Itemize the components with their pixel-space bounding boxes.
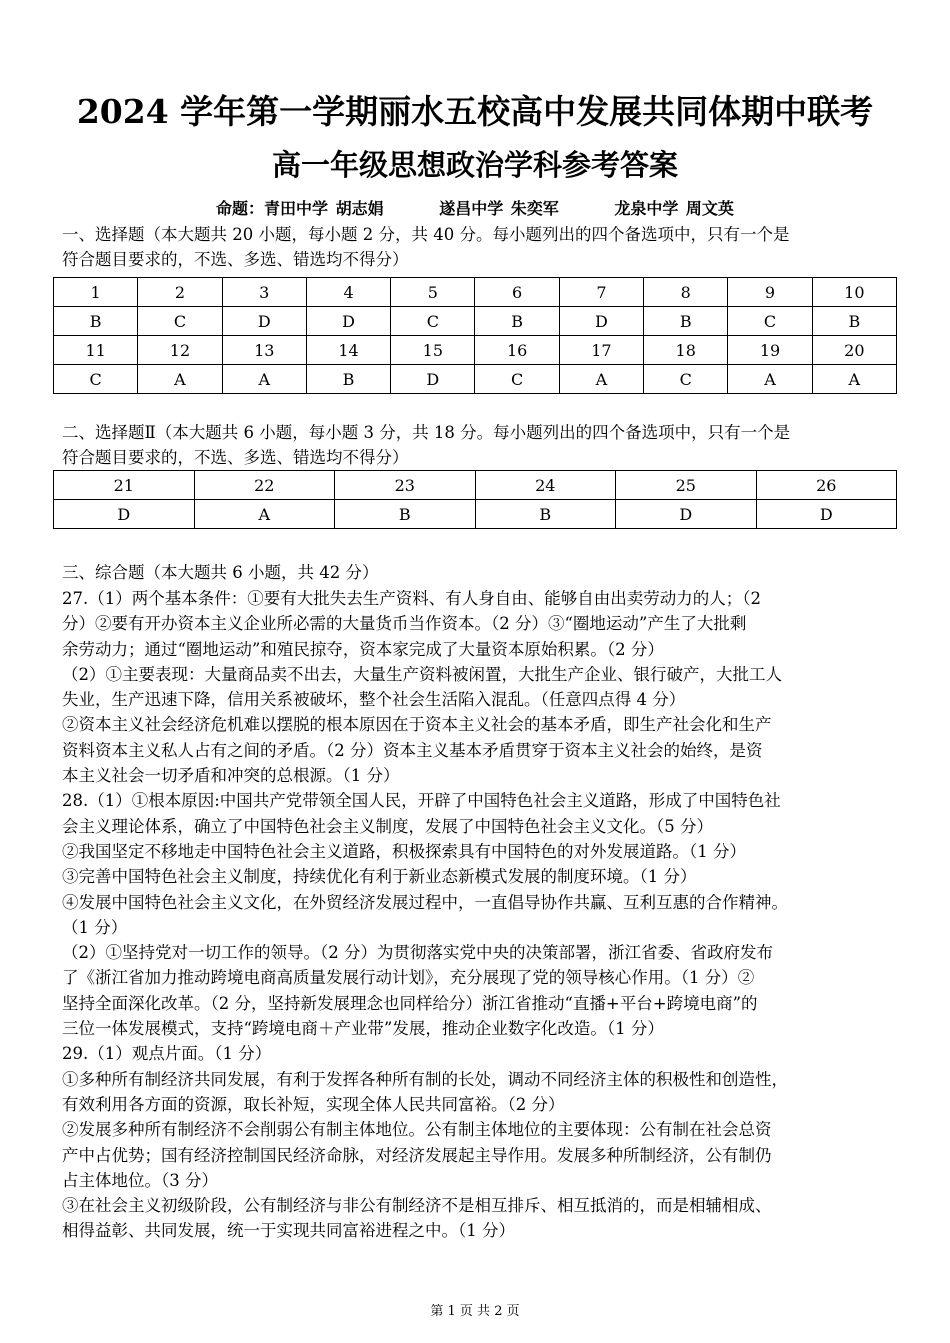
section1-answer-cell: 10 (812, 278, 896, 307)
answer-line: ③完善中国特色社会主义制度，持续优化有利于新业态新模式发展的制度环境。（1 分） (62, 867, 697, 887)
exam-title: 2024 学年第一学期丽水五校高中发展共同体期中联考 (76, 92, 874, 131)
section1-answer-cell: C (138, 307, 222, 336)
answer-line: ④发展中国特色社会主义文化，在外贸经济发展过程中，一直倡导协作共赢、互利互惠的合作精神。 (62, 892, 788, 912)
section2-heading-line1: 二、选择题Ⅱ（本大题共 6 小题，每小题 3 分，共 18 分。每小题列出的四个备选项中，只有一个是 (62, 423, 791, 442)
exam-subtitle: 高一年级思想政治学科参考答案 (271, 148, 678, 182)
author-3: 龙泉中学 周文英 (614, 199, 734, 218)
section1-answer-cell: C (644, 365, 728, 394)
section1-heading (62, 222, 894, 272)
authors-line (0, 196, 950, 219)
answer-line: 分）②要有开办资本主义企业所必需的大量货币当作资本。（2 分）③“圈地运动”产生了大批剩 (62, 614, 747, 634)
section1-answer-cell: 5 (391, 278, 475, 307)
answer-line: 有效利用各方面的资源，取长补短，实现全体人民共同富裕。（2 分） (62, 1094, 565, 1114)
answer-line: 占主体地位。（3 分） (62, 1170, 218, 1190)
author-2: 遂昌中学 朱奕军 (439, 199, 559, 218)
section1-answer-cell: 14 (306, 336, 390, 365)
section1-answer-cell: A (812, 365, 896, 394)
answer-line: 三位一体发展模式，支持“跨境电商＋产业带”发展，推动企业数字化改造。（1 分） (62, 1019, 664, 1039)
answer-line: 会主义理论体系，确立了中国特色社会主义制度，发展了中国特色社会主义文化。（5 分） (62, 816, 713, 836)
answer-line: 坚持全面深化改革。（2 分，坚持新发展理念也同样给分）浙江省推动“直播+平台+跨境电商”的 (62, 993, 758, 1013)
section1-answer-cell: 2 (138, 278, 222, 307)
section1-answer-row (54, 307, 897, 336)
section2-answer-cell: D (54, 500, 195, 529)
section2-answer-cell: 21 (54, 471, 195, 500)
section2-answer-row (54, 471, 897, 500)
answer-line: 了《浙江省加力推动跨境电商高质量发展行动计划》，充分展现了党的领导核心作用。（1 分）② (62, 968, 755, 988)
section2-answer-cell: 26 (756, 471, 897, 500)
section1-answer-cell: 20 (812, 336, 896, 365)
answer-line: 27.（1）两个基本条件：①要有大批失去生产资料、有人身自由、能够自由出卖劳动力的人；（2 (62, 589, 761, 608)
answer-line: 失业，生产迅速下降，信用关系被破坏，整个社会生活陷入混乱。（任意四点得 4 分） (62, 690, 686, 710)
section1-answer-row (54, 365, 897, 394)
section1-answer-cell: 3 (222, 278, 306, 307)
section2-answer-cell: 22 (194, 471, 335, 500)
section1-answer-cell: 8 (644, 278, 728, 307)
section1-answer-cell: B (306, 365, 390, 394)
section1-answer-cell: 7 (559, 278, 643, 307)
answer-line: ②资本主义社会经济危机难以摆脱的根本原因在于资本主义社会的基本矛盾，即生产社会化和生产 (62, 715, 772, 735)
section2-answer-cell: B (475, 500, 616, 529)
section1-answer-cell: D (559, 307, 643, 336)
section1-answer-cell: D (306, 307, 390, 336)
section2-answer-cell: D (756, 500, 897, 529)
section3-heading: 三、综合题（本大题共 6 小题，共 42 分） (62, 563, 379, 582)
section1-answer-cell: 6 (475, 278, 559, 307)
section1-answer-cell: B (644, 307, 728, 336)
section1-answer-cell: 15 (391, 336, 475, 365)
section1-answer-cell: D (222, 307, 306, 336)
section1-answer-cell: C (54, 365, 138, 394)
section1-answer-cell: B (54, 307, 138, 336)
section2-answer-cell: D (616, 500, 757, 529)
section1-answer-cell: 11 (54, 336, 138, 365)
answer-line: （2）①主要表现：大量商品卖不出去，大量生产资料被闲置，大批生产企业、银行破产，大批工人 (62, 664, 782, 684)
section1-answer-cell: 16 (475, 336, 559, 365)
section2-answer-cell: 24 (475, 471, 616, 500)
section1-answer-cell: C (475, 365, 559, 394)
section1-answer-cell: B (475, 307, 559, 336)
section1-answer-table (53, 277, 897, 394)
answer-line: 资料资本主义私人占有之间的矛盾。（2 分）资本主义基本矛盾贯穿于资本主义社会的始终，是资 (62, 740, 763, 760)
answer-line: （1 分） (62, 917, 128, 937)
section3-body (62, 586, 894, 1244)
section1-answer-cell: C (728, 307, 812, 336)
answer-line: ③在社会主义初级阶段，公有制经济与非公有制经济不是相互排斥、相互抵消的，而是相辅相成、 (62, 1196, 772, 1216)
answer-line: 相得益彰、共同发展，统一于实现共同富裕进程之中。（1 分） (62, 1221, 515, 1241)
section1-answer-row (54, 278, 897, 307)
section1-answer-cell: 1 (54, 278, 138, 307)
answer-line: ①多种所有制经济共同发展，有利于发挥各种所有制的长处，调动不同经济主体的积极性和创造性， (62, 1069, 788, 1089)
section2-heading-line2: 符合题目要求的，不选、多选、错选均不得分） (62, 448, 409, 467)
section1-answer-cell: A (728, 365, 812, 394)
page-footer: 第 1 页 共 2 页 (430, 1304, 520, 1319)
section1-answer-cell: A (138, 365, 222, 394)
section2-answer-cell: 23 (335, 471, 476, 500)
section2-answer-cell: A (194, 500, 335, 529)
section1-answer-cell: B (812, 307, 896, 336)
section1-answer-cell: A (559, 365, 643, 394)
answer-line: 余劳动力；通过“圈地运动”和殖民掠夺，资本家完成了大量资本原始积累。（2 分） (62, 639, 664, 659)
section1-answer-cell: 17 (559, 336, 643, 365)
section2-answer-cell: 25 (616, 471, 757, 500)
answer-line: 产中占优势；国有经济控制国民经济命脉，对经济发展起主导作用。发展多种所制经济，公有制仍 (62, 1145, 772, 1165)
section1-answer-cell: 12 (138, 336, 222, 365)
answer-line: （2）①坚持党对一切工作的领导。（2 分）为贯彻落实党中央的决策部署，浙江省委、省政府发布 (62, 943, 773, 963)
answer-line: 本主义社会一切矛盾和冲突的总根源。（1 分） (62, 766, 400, 786)
author-1: 命题：青田中学 胡志娟 (216, 199, 384, 218)
answer-line: 28.（1）①根本原因:中国共产党带领全国人民，开辟了中国特色社会主义道路，形成了中国特色社 (62, 791, 781, 811)
section2-answer-table (53, 470, 897, 529)
section1-answer-cell: 4 (306, 278, 390, 307)
section2-heading (62, 420, 894, 470)
answer-line: 29.（1）观点片面。（1 分） (62, 1044, 272, 1064)
section1-answer-cell: 18 (644, 336, 728, 365)
answer-line: ②发展多种所有制经济不会削弱公有制主体地位。公有制主体地位的主要体现：公有制在社会总资 (62, 1120, 772, 1140)
answer-line: ②我国坚定不移地走中国特色社会主义道路，积极探索具有中国特色的对外发展道路。（1 分） (62, 841, 746, 861)
section2-answer-cell: B (335, 500, 476, 529)
section1-heading-line2: 符合题目要求的，不选、多选、错选均不得分） (62, 250, 409, 269)
section1-answer-cell: C (391, 307, 475, 336)
section1-answer-cell: 9 (728, 278, 812, 307)
section1-answer-cell: D (391, 365, 475, 394)
section1-answer-cell: 13 (222, 336, 306, 365)
section2-answer-row (54, 500, 897, 529)
section1-answer-row (54, 336, 897, 365)
section1-heading-line1: 一、选择题（本大题共 20 小题，每小题 2 分，共 40 分。每小题列出的四个备选项中，只有一个是 (62, 225, 790, 244)
section1-answer-cell: A (222, 365, 306, 394)
section1-answer-cell: 19 (728, 336, 812, 365)
